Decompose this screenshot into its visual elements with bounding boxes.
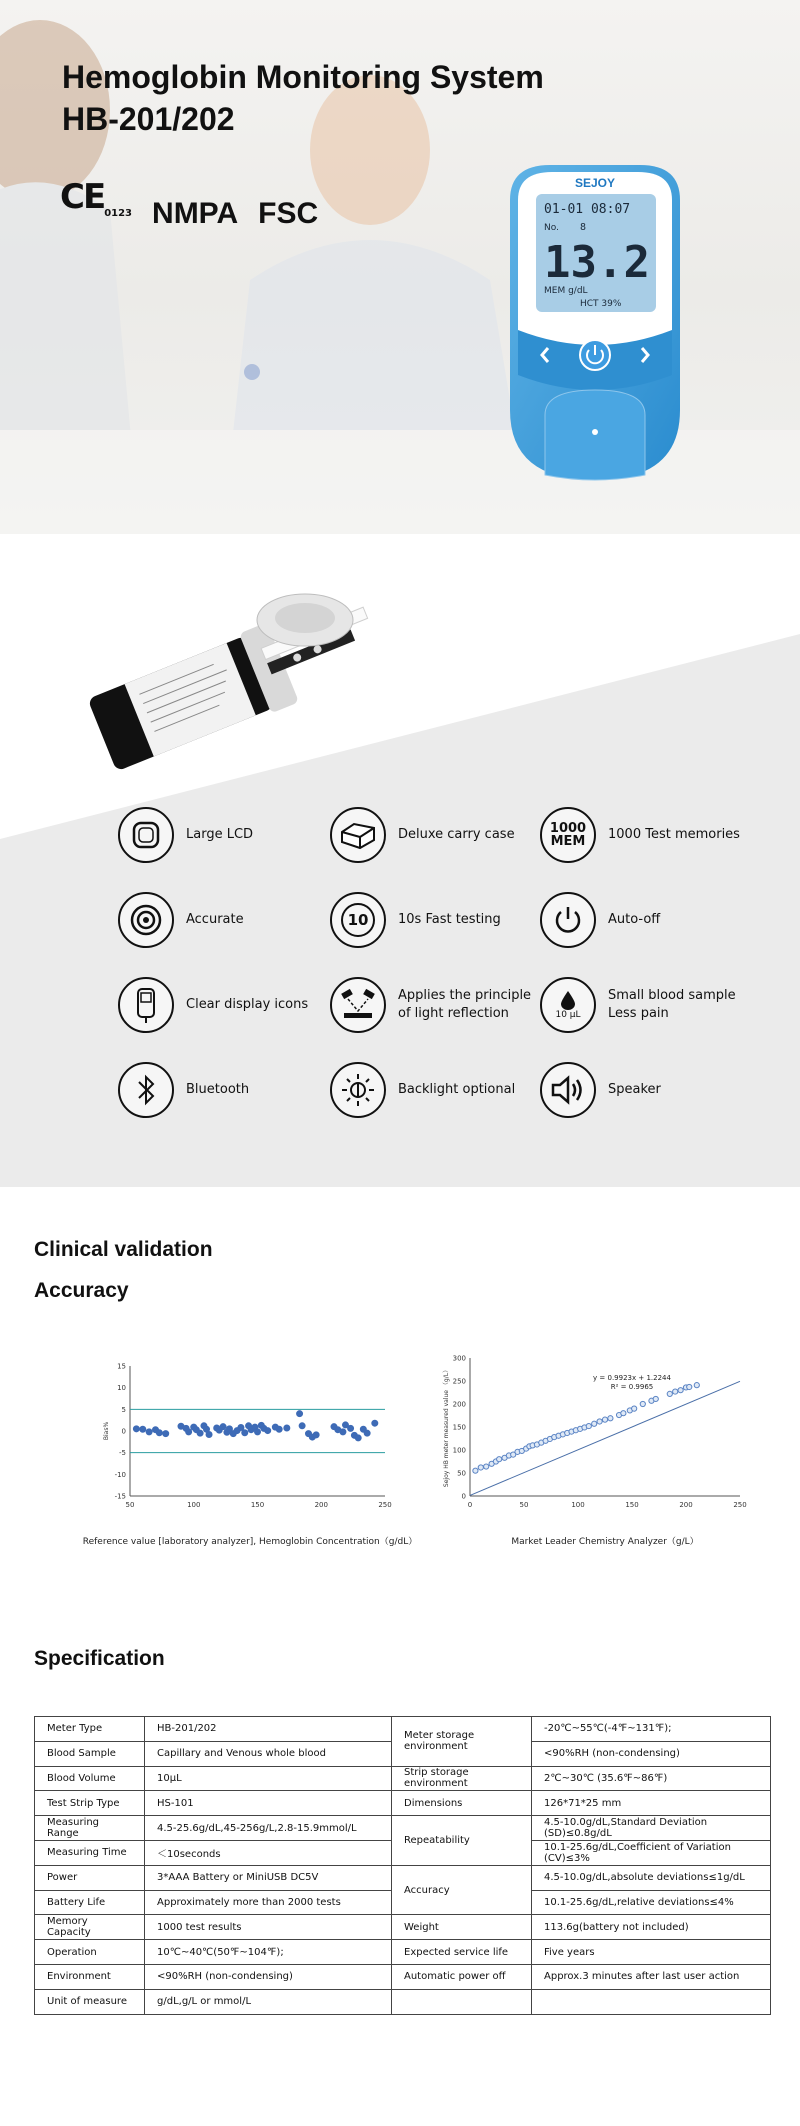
- y-tick-label: 15: [117, 1362, 126, 1371]
- spec-key: Test Strip Type: [35, 1791, 145, 1816]
- data-point: [694, 1383, 699, 1388]
- spec-key: Power: [35, 1865, 145, 1890]
- backlight-icon: [330, 1062, 386, 1118]
- data-point: [673, 1389, 678, 1394]
- timer-icon: 10: [330, 892, 386, 948]
- table-row: [35, 1915, 771, 1940]
- feature-label: 10s Fast testing: [398, 912, 501, 927]
- spec-key: Blood Sample: [35, 1741, 145, 1766]
- spec-value: 1000 test results: [145, 1915, 392, 1940]
- hero-banner: [0, 0, 800, 534]
- spec-key: Repeatability: [392, 1816, 532, 1866]
- svg-text:8: 8: [580, 222, 587, 233]
- trend-line: [470, 1381, 740, 1495]
- data-point: [197, 1430, 203, 1436]
- data-point: [608, 1416, 613, 1421]
- spec-key: Blood Volume: [35, 1766, 145, 1791]
- x-tick-label: 100: [571, 1501, 585, 1509]
- feature-label: 1000 Test memories: [608, 827, 740, 842]
- feature-label: Speaker: [608, 1082, 661, 1097]
- spec-value: 4.5-10.0g/dL,absolute deviations≤1g/dL: [532, 1865, 771, 1890]
- spec-key: Weight: [392, 1915, 532, 1940]
- y-tick-label: -10: [114, 1470, 126, 1479]
- spec-key: Strip storage environment: [392, 1766, 532, 1791]
- specification-heading: Specification: [34, 1647, 165, 1670]
- spec-key: Automatic power off: [392, 1964, 532, 1989]
- data-point: [313, 1432, 319, 1438]
- x-tick-label: 0: [467, 1501, 473, 1509]
- spec-value: g/dL,g/L or mmol/L: [145, 1989, 392, 2014]
- spec-key: Measuring Range: [35, 1816, 145, 1841]
- data-point: [238, 1425, 244, 1431]
- feature-label: Backlight optional: [398, 1082, 516, 1097]
- data-point: [242, 1430, 248, 1436]
- data-point: [284, 1425, 290, 1431]
- feature-item: [118, 807, 253, 863]
- spec-value: -20℃~55℃(-4℉~131℉);: [532, 1717, 771, 1742]
- spec-key: Meter Type: [35, 1717, 145, 1742]
- data-point: [265, 1428, 271, 1434]
- spec-value: 10μL: [145, 1766, 392, 1791]
- y-tick-label: 250: [452, 1377, 466, 1386]
- table-row: [35, 1791, 771, 1816]
- x-tick-label: 150: [250, 1501, 265, 1509]
- spec-key: Memory Capacity: [35, 1915, 145, 1940]
- y-tick-label: -5: [119, 1449, 126, 1458]
- meter-icon: [118, 977, 174, 1033]
- spec-value: <90%RH (non-condensing): [532, 1741, 771, 1766]
- feature-item: [118, 1062, 249, 1118]
- feature-label: Clear display icons: [186, 997, 309, 1012]
- svg-text:13.2: 13.2: [544, 237, 650, 288]
- blood-drop-icon: 10 µL: [540, 977, 596, 1033]
- spec-value: 113.6g(battery not included): [532, 1915, 771, 1940]
- data-point: [484, 1464, 489, 1469]
- spec-key: Dimensions: [392, 1791, 532, 1816]
- spec-value: [532, 1989, 771, 2014]
- hemoglobin-meter-device-image: [500, 160, 690, 482]
- clinical-heading: Clinical validation: [34, 1238, 213, 1261]
- data-point: [602, 1417, 607, 1422]
- table-row: [35, 1865, 771, 1890]
- accuracy-heading: Accuracy: [34, 1279, 129, 1302]
- data-point: [497, 1457, 502, 1462]
- spec-value: 3*AAA Battery or MiniUSB DC5V: [145, 1865, 392, 1890]
- feature-item: [330, 977, 531, 1033]
- data-point: [220, 1424, 226, 1430]
- data-point: [473, 1468, 478, 1473]
- feature-label: Bluetooth: [186, 1082, 250, 1097]
- certification-marks: [60, 177, 319, 231]
- spec-key: Expected service life: [392, 1940, 532, 1965]
- feature-item: [540, 807, 740, 863]
- spec-value: HB-201/202: [145, 1717, 392, 1742]
- feature-item: [540, 977, 736, 1033]
- table-row: [35, 1989, 771, 2014]
- feature-label: Large LCD: [186, 827, 254, 842]
- y-tick-label: 0: [121, 1427, 126, 1436]
- svg-text:No.: No.: [544, 223, 559, 233]
- feature-item: [330, 1062, 515, 1118]
- ce-mark: $CE_{0123}$: [60, 177, 133, 219]
- spec-value: 2℃~30℃ (35.6℉~86℉): [532, 1766, 771, 1791]
- spec-value: 4.5-25.6g/dL,45-256g/L,2.8-15.9mmol/L: [145, 1816, 392, 1841]
- feature-item: [330, 807, 515, 863]
- data-point: [206, 1431, 212, 1437]
- correlation-scatter-chart: [435, 1350, 755, 1510]
- spec-value: 10.1-25.6g/dL,Coefficient of Variation (CV)≤3%: [532, 1840, 771, 1865]
- spec-value: <90%RH (non-condensing): [145, 1964, 392, 1989]
- x-tick-label: 50: [519, 1501, 529, 1509]
- bias-scatter-chart: [95, 1350, 405, 1510]
- feature-item: [118, 977, 308, 1033]
- x-tick-label: 50: [125, 1501, 135, 1509]
- feature-item: [330, 892, 501, 948]
- spec-value: 126*71*25 mm: [532, 1791, 771, 1816]
- data-point: [678, 1388, 683, 1393]
- data-point: [667, 1391, 672, 1396]
- data-point: [478, 1465, 483, 1470]
- data-point: [348, 1425, 354, 1431]
- spec-key: Measuring Time: [35, 1840, 145, 1865]
- y-tick-label: 150: [452, 1423, 466, 1432]
- data-point: [653, 1396, 658, 1401]
- data-point: [372, 1420, 378, 1426]
- memory-icon: 1000 MEM: [540, 807, 596, 863]
- y-tick-label: 50: [457, 1469, 466, 1478]
- svg-text:HCT 39%: HCT 39%: [580, 299, 622, 309]
- data-point: [133, 1426, 139, 1432]
- spec-value: Approximately more than 2000 tests: [145, 1890, 392, 1915]
- y-tick-label: 10: [117, 1384, 126, 1393]
- spec-value: 10.1-25.6g/dL,relative deviations≤4%: [532, 1890, 771, 1915]
- spec-key: Meter storage environment: [392, 1717, 532, 1767]
- power-icon: [540, 892, 596, 948]
- trendline-annotation: y = 0.9923x + 1.2244: [593, 1374, 671, 1382]
- chart2-xlabel: Market Leader Chemistry Analyzer（g/L）: [511, 1537, 699, 1547]
- nmpa-mark: NMPA: [152, 196, 239, 230]
- trendline-annotation: R² = 0.9965: [610, 1383, 654, 1391]
- y-tick-label: 200: [452, 1400, 466, 1409]
- data-point: [364, 1430, 370, 1436]
- table-row: [35, 1964, 771, 1989]
- spec-value: ＜10seconds: [145, 1840, 392, 1865]
- data-point: [163, 1431, 169, 1437]
- data-point: [299, 1423, 305, 1429]
- page-title: Hemoglobin Monitoring System HB-201/202: [62, 59, 544, 137]
- features-section: [0, 534, 800, 1187]
- chart1-xlabel: Reference value [laboratory analyzer], Hemoglobin Concentration（g/dL）: [82, 1537, 418, 1547]
- table-row: [35, 1766, 771, 1791]
- spec-value: Five years: [532, 1940, 771, 1965]
- table-row: [35, 1717, 771, 1742]
- data-point: [146, 1429, 152, 1435]
- specification-table: [34, 1716, 771, 2015]
- feature-label: Deluxe carry case: [398, 827, 515, 842]
- feature-label: Auto-off: [608, 912, 661, 927]
- spec-key: [392, 1989, 532, 2014]
- feature-item: [540, 1062, 661, 1118]
- data-point: [586, 1423, 591, 1428]
- data-point: [156, 1430, 162, 1436]
- y-tick-label: 5: [121, 1405, 126, 1414]
- spec-value: HS-101: [145, 1791, 392, 1816]
- spec-key: Battery Life: [35, 1890, 145, 1915]
- bluetooth-icon: [118, 1062, 174, 1118]
- carry-case-icon: [330, 807, 386, 863]
- target-icon: [118, 892, 174, 948]
- feature-item: [118, 892, 244, 948]
- x-tick-label: 100: [187, 1501, 201, 1509]
- data-point: [276, 1426, 282, 1432]
- data-point: [640, 1401, 645, 1406]
- y-tick-label: 100: [452, 1446, 466, 1455]
- speaker-icon: [540, 1062, 596, 1118]
- data-point: [340, 1429, 346, 1435]
- x-tick-label: 250: [378, 1501, 392, 1509]
- feature-label: Applies the principle of light reflection: [398, 988, 532, 1021]
- spec-key: Accuracy: [392, 1865, 532, 1915]
- fsc-mark: FSC: [258, 196, 319, 230]
- data-point: [592, 1421, 597, 1426]
- svg-text:MEM g/dL: MEM g/dL: [544, 286, 588, 296]
- test-strip-bottle-image: [60, 582, 390, 772]
- data-point: [687, 1384, 692, 1389]
- y-tick-label: -15: [114, 1492, 126, 1501]
- y-tick-label: 300: [452, 1354, 466, 1363]
- data-point: [632, 1406, 637, 1411]
- svg-text:SEJOY: SEJOY: [574, 176, 616, 190]
- y-tick-label: 0: [461, 1492, 466, 1501]
- data-point: [297, 1411, 303, 1417]
- x-tick-label: 150: [625, 1501, 639, 1509]
- spec-value: Capillary and Venous whole blood: [145, 1741, 392, 1766]
- y-axis-label: Sejoy HB meter measured value （g/L）: [443, 1366, 450, 1488]
- y-axis-label: Bias%: [103, 1421, 110, 1441]
- feature-item: [540, 892, 660, 948]
- spec-value: 10℃~40℃(50℉~104℉);: [145, 1940, 392, 1965]
- data-point: [140, 1426, 146, 1432]
- spec-value: Approx.3 minutes after last user action: [532, 1964, 771, 1989]
- spec-key: Environment: [35, 1964, 145, 1989]
- data-point: [621, 1411, 626, 1416]
- x-tick-label: 200: [314, 1501, 328, 1509]
- data-point: [355, 1435, 361, 1441]
- spec-value: 4.5-10.0g/dL,Standard Deviation (SD)≤0.8g/dL: [532, 1816, 771, 1841]
- spec-key: Operation: [35, 1940, 145, 1965]
- x-tick-label: 200: [679, 1501, 693, 1509]
- table-row: [35, 1816, 771, 1841]
- table-row: [35, 1940, 771, 1965]
- feature-label: Accurate: [186, 912, 244, 927]
- feature-label: Small blood sample Less pain: [608, 988, 736, 1021]
- data-point: [186, 1429, 192, 1435]
- spec-key: Unit of measure: [35, 1989, 145, 2014]
- x-tick-label: 250: [733, 1501, 747, 1509]
- svg-text:01-01 08:07: 01-01 08:07: [544, 202, 631, 217]
- data-point: [255, 1429, 261, 1435]
- lcd-icon: [118, 807, 174, 863]
- light-reflection-icon: [330, 977, 386, 1033]
- data-point: [597, 1419, 602, 1424]
